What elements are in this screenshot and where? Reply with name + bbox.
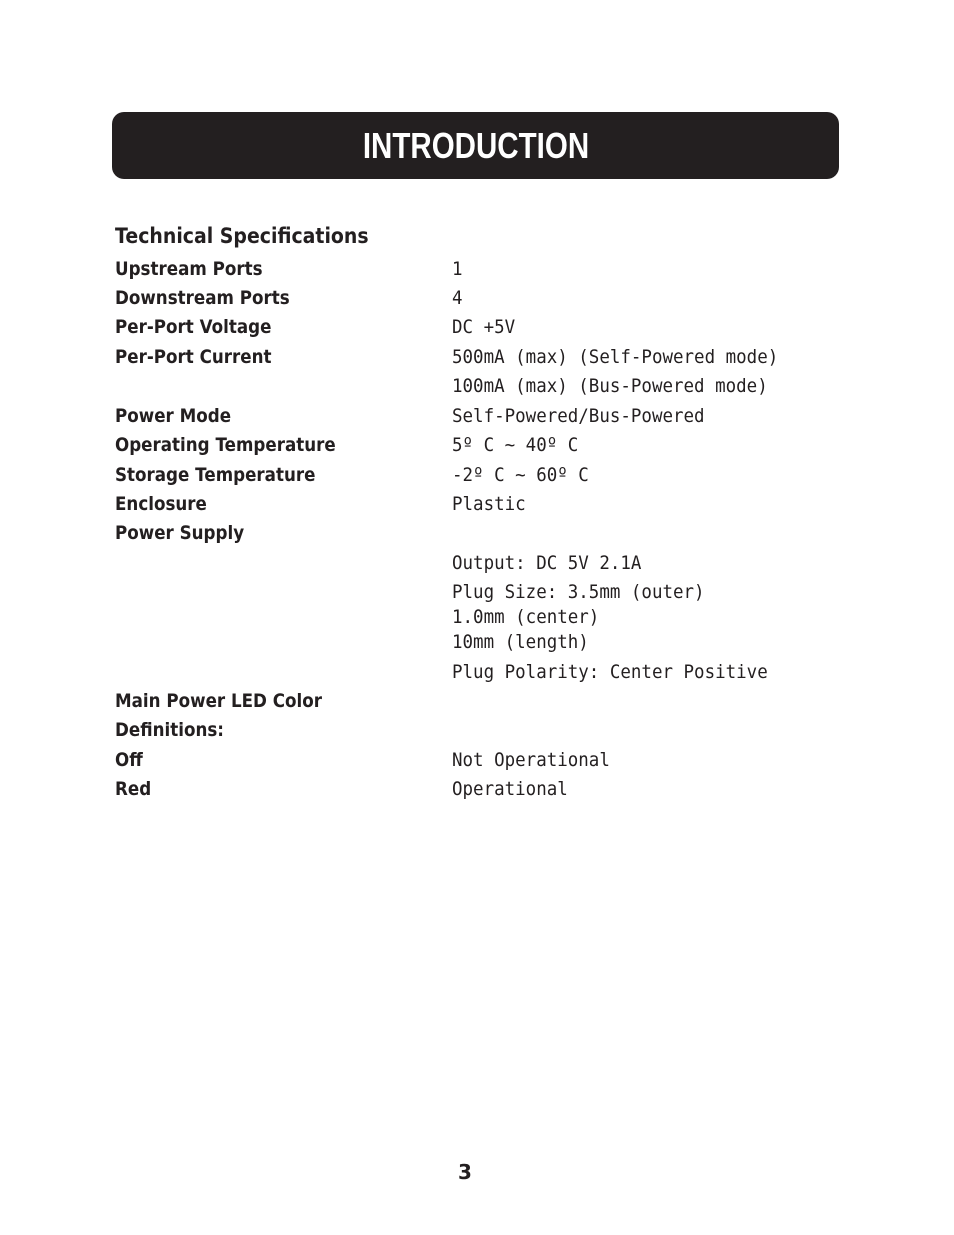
section-heading: Technical Specifications	[115, 224, 369, 248]
spec-value-enclosure: Plastic	[452, 493, 526, 515]
spec-value-per-port-current-bus: 100mA (max) (Bus-Powered mode)	[452, 375, 768, 397]
page-title: INTRODUCTION	[362, 124, 589, 166]
spec-label-led-definitions: Definitions:	[115, 719, 225, 741]
spec-value-storage-temperature: -2º C ~ 60º C	[452, 464, 589, 486]
spec-label-per-port-voltage: Per-Port Voltage	[115, 316, 272, 338]
section-banner	[112, 112, 839, 179]
spec-label-storage-temperature: Storage Temperature	[115, 464, 316, 486]
spec-value-plug-size-center: 1.0mm (center)	[452, 606, 600, 628]
spec-value-upstream-ports: 1	[452, 258, 463, 280]
spec-label-per-port-current: Per-Port Current	[115, 346, 272, 368]
spec-label-led-off: Off	[115, 749, 143, 771]
spec-label-power-mode: Power Mode	[115, 405, 232, 427]
spec-label-downstream-ports: Downstream Ports	[115, 287, 290, 309]
spec-value-per-port-voltage: DC +5V	[452, 316, 516, 338]
spec-value-plug-size-length: 10mm (length)	[452, 631, 589, 653]
spec-value-led-red: Operational	[452, 778, 568, 800]
spec-value-power-mode: Self-Powered/Bus-Powered	[452, 405, 705, 427]
spec-label-led-color: Main Power LED Color	[115, 690, 322, 712]
spec-value-per-port-current-self: 500mA (max) (Self-Powered mode)	[452, 346, 779, 368]
spec-value-operating-temperature: 5º C ~ 40º C	[452, 434, 579, 456]
spec-value-downstream-ports: 4	[452, 287, 463, 309]
spec-label-upstream-ports: Upstream Ports	[115, 258, 263, 280]
spec-value-power-output: Output: DC 5V 2.1A	[452, 552, 642, 574]
spec-label-operating-temperature: Operating Temperature	[115, 434, 336, 456]
spec-label-power-supply: Power Supply	[115, 522, 245, 544]
spec-value-led-off: Not Operational	[452, 749, 610, 771]
page-number: 3	[458, 1160, 472, 1184]
spec-value-plug-size-outer: Plug Size: 3.5mm (outer)	[452, 581, 705, 603]
spec-label-enclosure: Enclosure	[115, 493, 207, 515]
spec-label-led-red: Red	[115, 778, 152, 800]
spec-value-plug-polarity: Plug Polarity: Center Positive	[452, 661, 768, 683]
